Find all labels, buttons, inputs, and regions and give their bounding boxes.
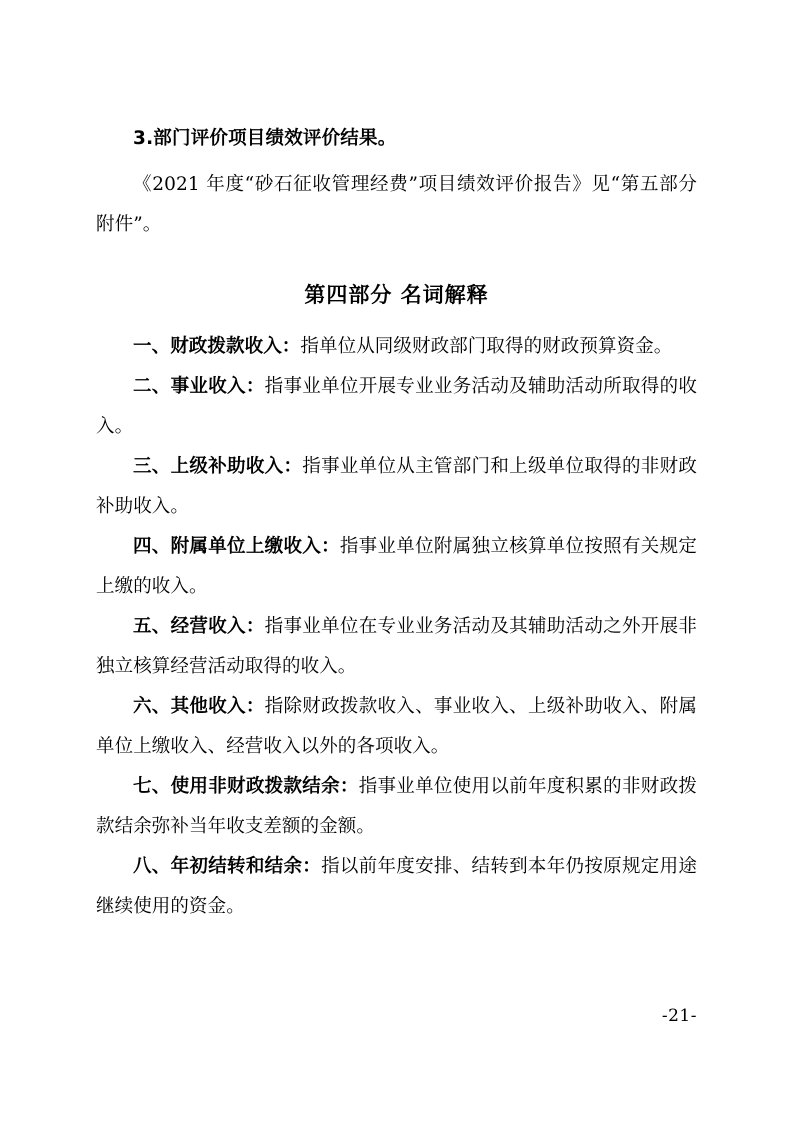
term-lead-3: 三、上级补助收入： bbox=[133, 455, 303, 477]
term-text-5: 指事业单位在专业业务活动及其辅助活动之外开展非独立核算经营活动取得的收入。 bbox=[96, 615, 697, 677]
term-text-3: 指事业单位从主管部门和上级单位取得的非财政补助收入。 bbox=[96, 455, 697, 517]
term-item-2 bbox=[96, 367, 697, 447]
term-text-4: 指事业单位附属独立核算单位按照有关规定上缴的收入。 bbox=[96, 535, 697, 597]
term-item-4 bbox=[96, 527, 697, 607]
page-number: -21- bbox=[661, 1006, 697, 1026]
term-text-1: 指单位从同级财政部门取得的财政预算资金。 bbox=[300, 335, 673, 357]
term-item-7 bbox=[96, 767, 697, 847]
term-text-8: 指以前年度安排、结转到本年仍按原规定用途继续使用的资金。 bbox=[96, 855, 697, 917]
term-lead-7: 七、使用非财政拨款结余： bbox=[133, 775, 359, 797]
term-text-6: 指除财政拨款收入、事业收入、上级补助收入、附属单位上缴收入、经营收入以外的各项收入。 bbox=[96, 695, 697, 757]
term-item-3 bbox=[96, 447, 697, 527]
term-lead-8: 八、年初结转和结余： bbox=[133, 855, 322, 877]
term-lead-6: 六、其他收入： bbox=[133, 695, 265, 717]
subsection-heading: 3.部门评价项目绩效评价结果。 bbox=[133, 128, 397, 149]
term-item-8 bbox=[96, 847, 697, 927]
term-lead-1: 一、财政拨款收入： bbox=[133, 335, 301, 357]
term-lead-2: 二、事业收入： bbox=[133, 375, 265, 397]
term-item-1 bbox=[96, 327, 697, 367]
intro-paragraph: 《2021 年度“砂石征收管理经费”项目绩效评价报告》见“第五部分附件”。 bbox=[96, 173, 697, 235]
term-lead-4: 四、附属单位上缴收入： bbox=[133, 535, 340, 557]
section-title: 第四部分 名词解释 bbox=[304, 282, 489, 307]
term-lead-5: 五、经营收入： bbox=[133, 615, 265, 637]
term-item-5 bbox=[96, 607, 697, 687]
term-item-6 bbox=[96, 687, 697, 767]
term-text-2: 指事业单位开展专业业务活动及辅助活动所取得的收入。 bbox=[96, 375, 697, 437]
document-body bbox=[96, 130, 697, 927]
term-text-7: 指事业单位使用以前年度积累的非财政拨款结余弥补当年收支差额的金额。 bbox=[96, 775, 697, 837]
